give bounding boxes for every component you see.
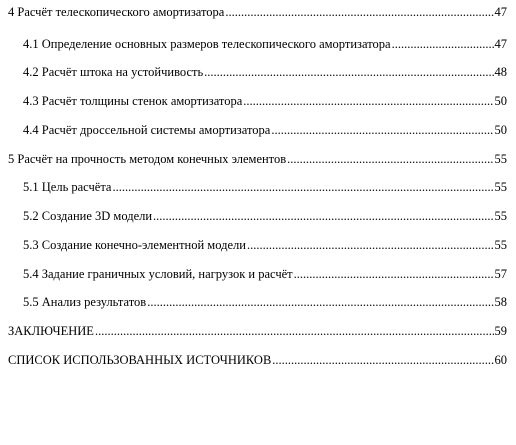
toc-entry-label: 5 Расчёт на прочность методом конечных элементов bbox=[8, 152, 287, 166]
toc-entry-label: 5.3 Создание конечно-элементной модели bbox=[23, 238, 246, 252]
toc-entry-section-4-3[interactable] bbox=[23, 93, 507, 109]
dot-leader bbox=[271, 122, 493, 138]
dot-leader bbox=[225, 4, 493, 20]
dot-leader bbox=[112, 179, 493, 195]
dot-leader bbox=[392, 36, 494, 52]
dot-leader bbox=[243, 93, 493, 109]
toc-entry-label: 5.5 Анализ результатов bbox=[23, 295, 147, 309]
toc-entry-page: 47 bbox=[494, 5, 507, 19]
dot-leader bbox=[247, 237, 494, 253]
toc-entry-label: ЗАКЛЮЧЕНИЕ bbox=[8, 324, 94, 338]
toc-entry-chapter-4[interactable] bbox=[8, 4, 507, 20]
toc-entry-references[interactable] bbox=[8, 352, 507, 368]
toc-entry-label: 4.1 Определение основных размеров телескопического амортизатора bbox=[23, 37, 391, 51]
toc-entry-page: 55 bbox=[494, 152, 507, 166]
toc-entry-section-5-4[interactable] bbox=[23, 266, 507, 282]
toc-entry-section-5-3[interactable] bbox=[23, 237, 507, 253]
dot-leader bbox=[272, 352, 493, 368]
toc-entry-label: 4 Расчёт телескопического амортизатора bbox=[8, 5, 225, 19]
toc-entry-section-5-1[interactable] bbox=[23, 179, 507, 195]
toc-entry-page: 60 bbox=[494, 353, 507, 367]
toc-entry-page: 57 bbox=[494, 267, 507, 281]
dot-leader bbox=[294, 266, 494, 282]
toc-entry-section-4-4[interactable] bbox=[23, 122, 507, 138]
toc-entry-chapter-5[interactable] bbox=[8, 151, 507, 167]
toc-entry-page: 55 bbox=[494, 180, 507, 194]
toc-entry-label: 5.2 Создание 3D модели bbox=[23, 209, 153, 223]
toc-entry-page: 47 bbox=[494, 37, 507, 51]
toc-entry-label: 5.4 Задание граничных условий, нагрузок и расчёт bbox=[23, 267, 293, 281]
toc-entry-label: 4.3 Расчёт толщины стенок амортизатора bbox=[23, 94, 243, 108]
dot-leader bbox=[153, 208, 493, 224]
toc-entry-label: 4.2 Расчёт штока на устойчивость bbox=[23, 65, 204, 79]
toc-entry-label: 4.4 Расчёт дроссельной системы амортизатора bbox=[23, 123, 271, 137]
dot-leader bbox=[147, 294, 493, 310]
toc-entry-section-5-5[interactable] bbox=[23, 294, 507, 310]
toc-entry-page: 55 bbox=[494, 238, 507, 252]
toc-entry-page: 50 bbox=[494, 94, 507, 108]
dot-leader bbox=[287, 151, 493, 167]
dot-leader bbox=[95, 323, 494, 339]
toc-entry-conclusion[interactable] bbox=[8, 323, 507, 339]
toc-entry-section-4-1[interactable] bbox=[23, 36, 507, 52]
toc-entry-page: 55 bbox=[494, 209, 507, 223]
toc-entry-label: СПИСОК ИСПОЛЬЗОВАННЫХ ИСТОЧНИКОВ bbox=[8, 353, 272, 367]
toc-entry-page: 58 bbox=[494, 295, 507, 309]
toc-entry-section-5-2[interactable] bbox=[23, 208, 507, 224]
dot-leader bbox=[204, 64, 493, 80]
toc-entry-section-4-2[interactable] bbox=[23, 64, 507, 80]
toc-entry-page: 48 bbox=[494, 65, 507, 79]
toc-entry-label: 5.1 Цель расчёта bbox=[23, 180, 112, 194]
toc-entry-page: 50 bbox=[494, 123, 507, 137]
toc-entry-page: 59 bbox=[494, 324, 507, 338]
